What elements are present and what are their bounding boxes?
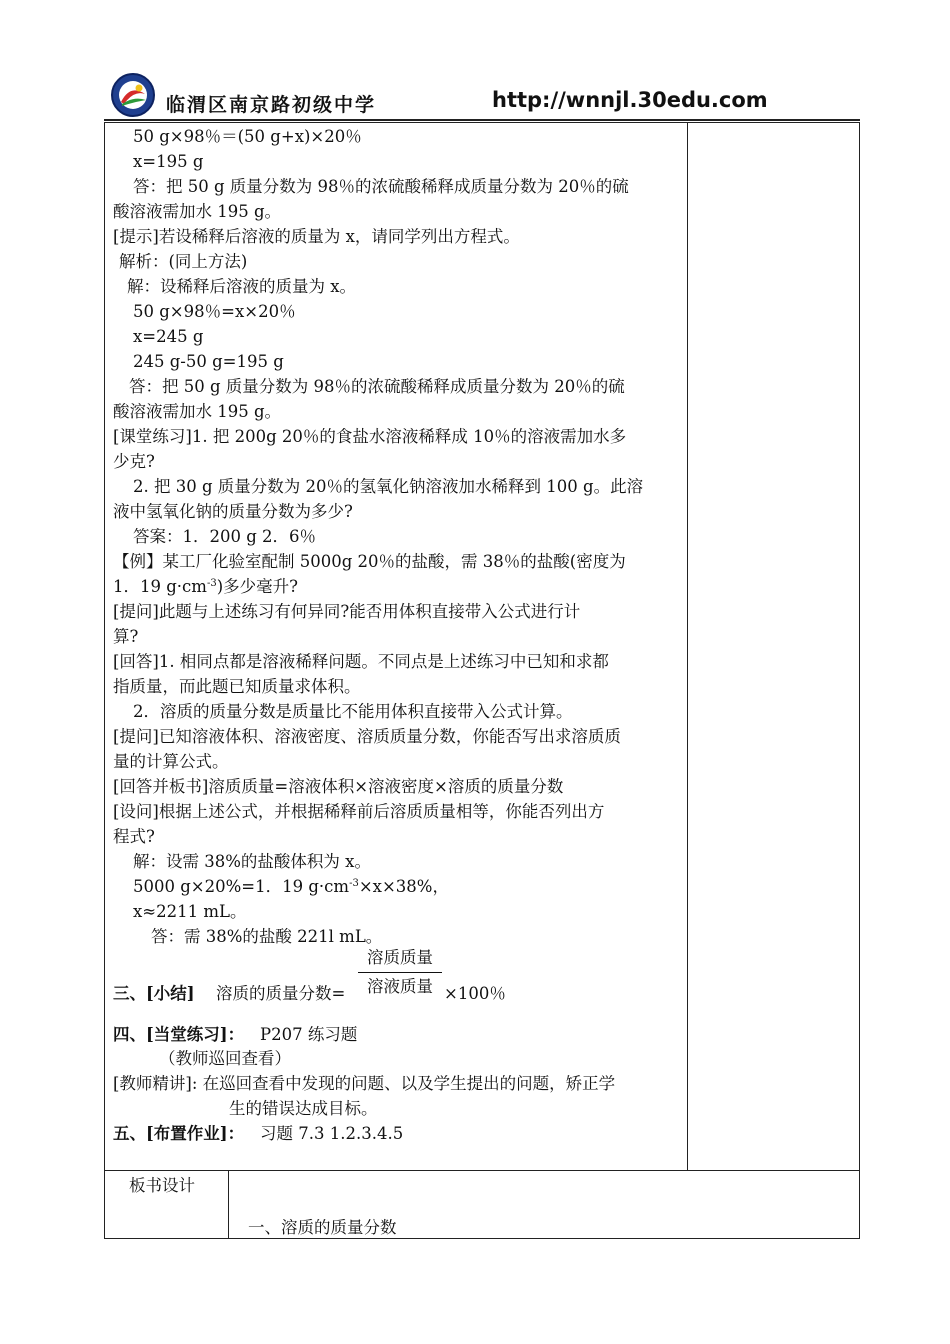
text-line: 245 g-50 g=195 g xyxy=(133,352,284,371)
row-divider xyxy=(104,1170,860,1171)
mass-fraction-formula xyxy=(358,946,442,999)
superscript: -3 xyxy=(206,578,217,589)
homework-text: 习题 7.3 1.2.3.4.5 xyxy=(260,1124,404,1143)
summary-suffix: ×100％ xyxy=(444,984,506,1003)
text-line: 解：设稀释后溶液的质量为 x。 xyxy=(127,277,357,296)
column-divider xyxy=(687,122,688,1170)
text-line: 50 g×98％＝(50 g+x)×20％ xyxy=(133,127,362,146)
text-fragment: ×x×38%， xyxy=(358,877,449,896)
text-line: 指质量，而此题已知质量求体积。 xyxy=(113,677,361,696)
summary-label: 溶质的质量分数= xyxy=(216,984,346,1003)
text-line: x=245 g xyxy=(133,327,204,346)
board-design-label: 板书设计 xyxy=(129,1176,195,1195)
text-line: 酸溶液需加水 195 g。 xyxy=(113,202,282,221)
board-item: 一、溶质的质量分数 xyxy=(248,1218,397,1237)
homework-heading: 五、[布置作业]： xyxy=(113,1124,245,1143)
text-line: [课堂练习]1. 把 200g 20％的食盐水溶液稀释成 10％的溶液需加水多 xyxy=(113,427,627,446)
text-line: 解析：(同上方法) xyxy=(119,252,248,271)
explain-line: [教师精讲]: 在巡回查看中发现的问题、以及学生提出的问题，矫正学 xyxy=(113,1074,616,1093)
summary-heading: 三、[小结] xyxy=(113,984,195,1003)
text-line: 解：设需 38%的盐酸体积为 x。 xyxy=(133,852,371,871)
header-rule xyxy=(104,119,860,121)
text-line: [设问]根据上述公式，并根据稀释前后溶质质量相等，你能否列出方 xyxy=(113,802,605,821)
text-line: 2．溶质的质量分数是质量比不能用体积直接带入公式计算。 xyxy=(133,702,573,721)
text-line xyxy=(113,576,298,598)
text-line: 液中氢氧化钠的质量分数为多少? xyxy=(113,502,353,521)
text-line: x≈2211 mL。 xyxy=(133,902,247,921)
text-line: 50 g×98％=x×20％ xyxy=(133,302,296,321)
text-line: x=195 g xyxy=(133,152,204,171)
school-name: 临渭区南京路初级中学 xyxy=(166,94,377,116)
text-fragment: 5000 g×20%=1．19 g·cm xyxy=(133,877,350,896)
fraction-bar xyxy=(358,972,442,973)
text-line: 答：把 50 g 质量分数为 98％的浓硫酸稀释成质量分数为 20％的硫 xyxy=(133,177,629,196)
text-line: [提问]此题与上述练习有何异同?能否用体积直接带入公式进行计 xyxy=(113,602,581,621)
text-line: 酸溶液需加水 195 g。 xyxy=(113,402,282,421)
text-line: 量的计算公式。 xyxy=(113,752,229,771)
text-line: 【例】某工厂化验室配制 5000g 20％的盐酸，需 38％的盐酸(密度为 xyxy=(113,552,626,571)
school-logo-icon xyxy=(110,72,156,118)
practice-note: （教师巡回查看） xyxy=(159,1049,291,1068)
text-line: [提示]若设稀释后溶液的质量为 x，请同学列出方程式。 xyxy=(113,227,520,246)
text-line: 答：需 38%的盐酸 221l mL。 xyxy=(151,927,383,946)
practice-heading: 四、[当堂练习]： xyxy=(113,1025,245,1044)
text-line: [提问]已知溶液体积、溶液密度、溶质质量分数，你能否写出求溶质质 xyxy=(113,727,621,746)
text-line: 2. 把 30 g 质量分数为 20％的氢氧化钠溶液加水稀释到 100 g。此溶 xyxy=(133,477,644,496)
explain-line: 生的错误达成目标。 xyxy=(229,1099,378,1118)
text-line: 答：把 50 g 质量分数为 98％的浓硫酸稀释成质量分数为 20％的硫 xyxy=(129,377,625,396)
text-line: [回答]1. 相同点都是溶液稀释问题。不同点是上述练习中已知和求都 xyxy=(113,652,609,671)
school-url: http://wnnjl.30edu.com xyxy=(492,88,768,112)
fraction-numerator: 溶质质量 xyxy=(367,948,433,967)
page-header xyxy=(110,72,870,120)
text-line xyxy=(133,876,449,898)
text-line: [回答并板书]溶质质量=溶液体积×溶液密度×溶质的质量分数 xyxy=(113,777,564,796)
text-fragment: 1．19 g·cm xyxy=(113,577,207,596)
text-line: 答案：1．200 g 2．6％ xyxy=(133,527,317,546)
text-line: 程式? xyxy=(113,827,155,846)
text-line: 算? xyxy=(113,627,139,646)
practice-text: P207 练习题 xyxy=(260,1025,358,1044)
superscript: -3 xyxy=(349,878,359,889)
fraction-denominator: 溶液质量 xyxy=(367,977,433,996)
board-label-divider xyxy=(228,1170,229,1239)
text-fragment: )多少毫升? xyxy=(216,577,298,596)
text-line: 少克? xyxy=(113,452,155,471)
